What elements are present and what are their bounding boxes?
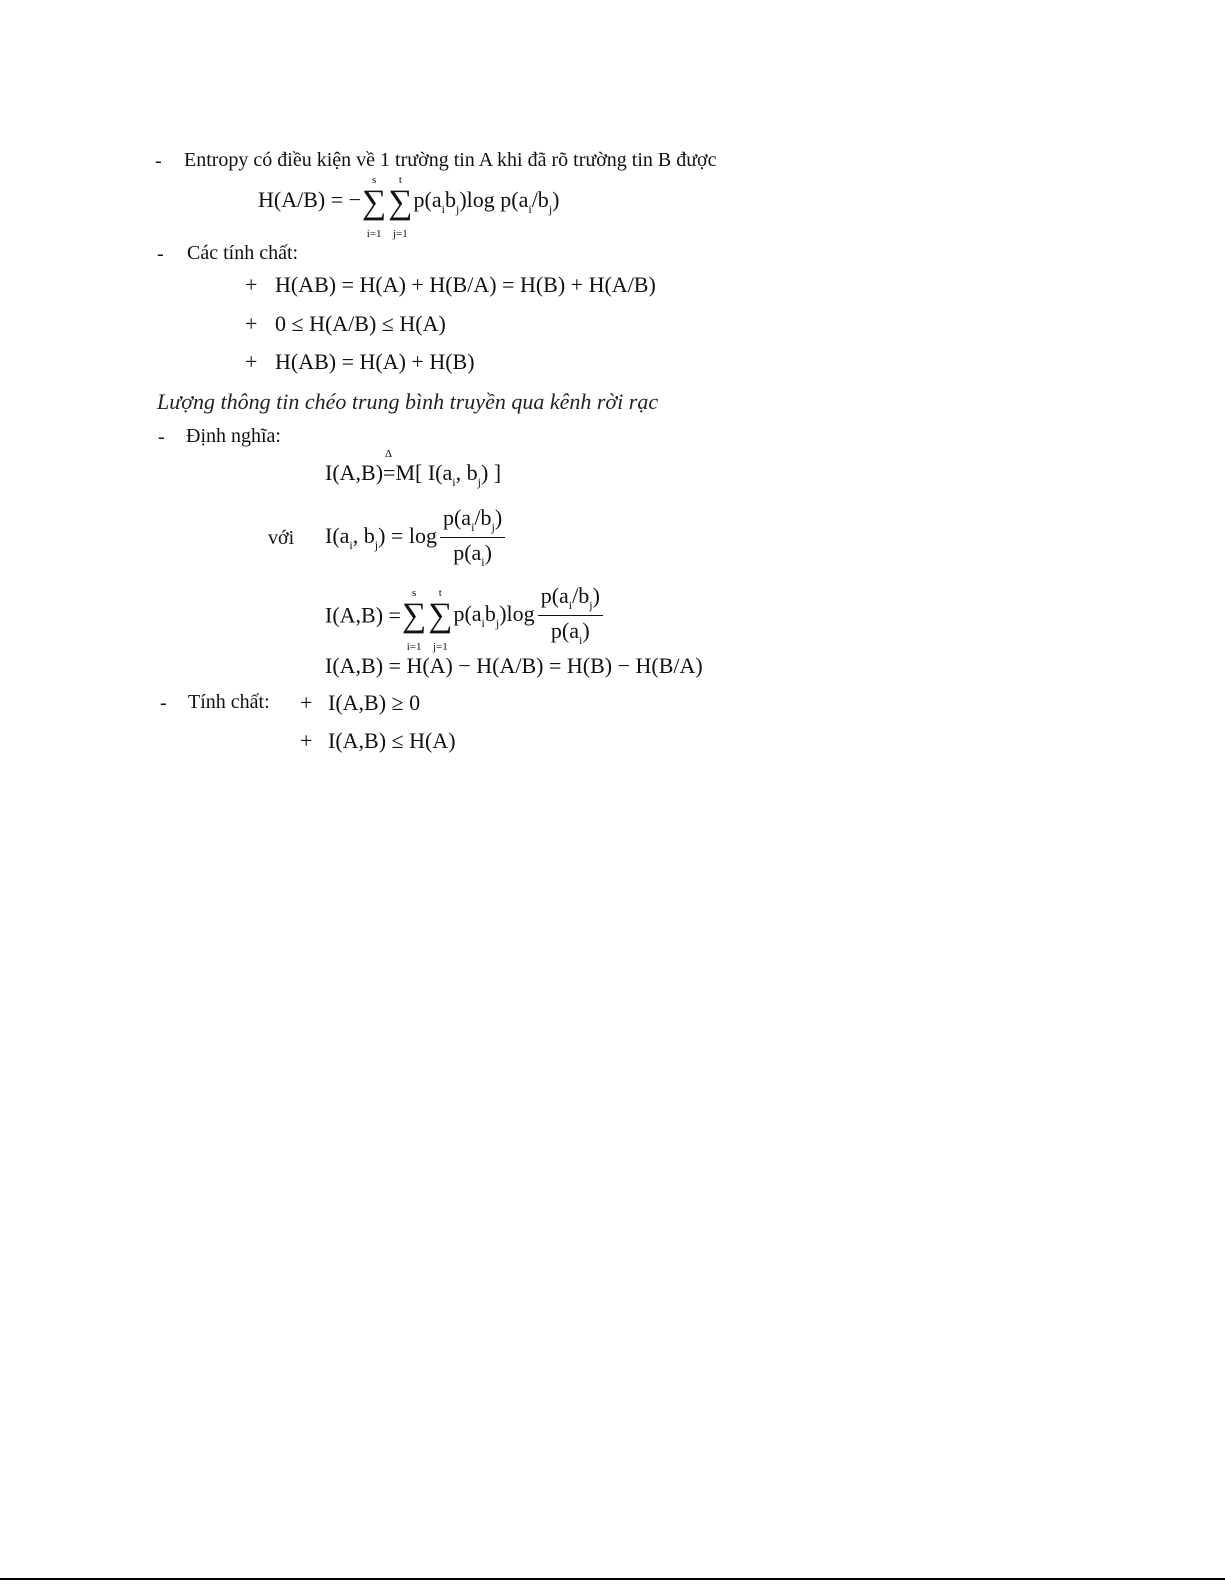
property-marker: + bbox=[245, 311, 258, 336]
property-chain-rule: H(AB) = H(A) + H(B/A) = H(B) + H(A/B) bbox=[275, 272, 656, 297]
mutual-info-entropy-relation: I(A,B) = H(A) − H(A/B) = H(B) − H(B/A) bbox=[325, 653, 703, 678]
property-bounds: 0 ≤ H(A/B) ≤ H(A) bbox=[275, 311, 446, 336]
property-marker: + bbox=[245, 349, 258, 374]
properties2-label: Tính chất: bbox=[188, 691, 270, 713]
bullet-dash: - bbox=[155, 150, 162, 172]
with-label: với bbox=[268, 527, 295, 549]
property-upper-bound: I(A,B) ≤ H(A) bbox=[328, 728, 456, 753]
conditional-entropy-intro: Entropy có điều kiện về 1 trường tin A khi đã rõ trường tin B được bbox=[184, 149, 717, 171]
property-marker: + bbox=[245, 272, 258, 297]
conditional-entropy-formula: H(A/B) = − s ∑ i=1 t ∑ j=1 $p(a_ib_j)\log$ $p(a_i/b_j)$ bbox=[258, 174, 560, 240]
sum-j-symbol: t ∑ j=1 bbox=[388, 174, 413, 240]
property-marker: + bbox=[300, 728, 313, 753]
bullet-dash: - bbox=[157, 243, 164, 265]
property-marker: + bbox=[300, 690, 313, 715]
definition-label: Định nghĩa: bbox=[186, 425, 281, 447]
section-heading: Lượng thông tin chéo trung bình truyền qua kênh rời rạc bbox=[157, 389, 659, 414]
pointwise-mutual-info: $I(a_i$, $b_j) = \log$ $\frac{p(a_i/b_j)}{p(a_i)}$ bbox=[325, 505, 505, 570]
formula-lhs: H(A/B) = − bbox=[258, 187, 362, 212]
sum-i-symbol: s ∑ i=1 bbox=[362, 174, 387, 240]
mutual-info-sum: I(A,B) = s ∑ i=1 t ∑ j=1 $p(a_ib_j)\log$ $\frac{p(a_i/b_j)}{p(a_i)}$ bbox=[325, 583, 603, 648]
bullet-dash: - bbox=[160, 692, 167, 714]
property-independent: H(AB) = H(A) + H(B) bbox=[275, 349, 475, 374]
bullet-dash: - bbox=[158, 426, 165, 448]
properties-label: Các tính chất: bbox=[187, 242, 299, 264]
property-nonnegative: I(A,B) ≥ 0 bbox=[328, 690, 421, 715]
mutual-info-definition: I(A,B) Δ =M[ $I(a_i$, $b_j$) ] bbox=[325, 448, 502, 489]
page-bottom-border bbox=[0, 1578, 1225, 1580]
